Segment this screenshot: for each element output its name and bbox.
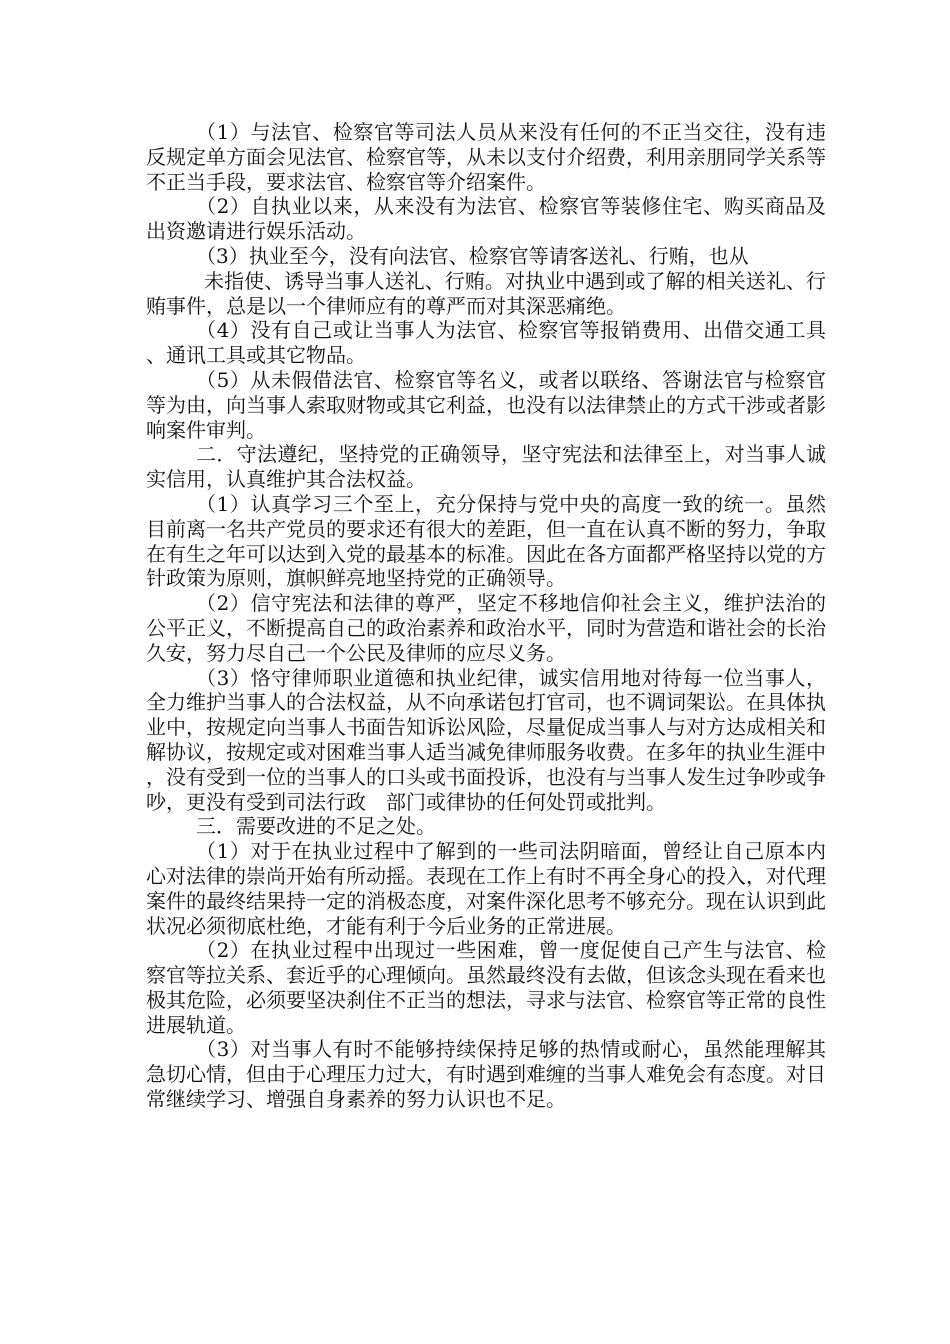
paragraph-3-2: （2）在执业过程中出现过一些困难，曾一度促使自己产生与法官、检察官等拉关系、套近乎的心理倾向。虽然最终没有去做，但该念头现在看来也极其危险，必须要坚决刹住不正当的想法，寻求与法官、检察官等正常的良性进展轨道。 bbox=[146, 938, 826, 1037]
paragraph-2-3: （3）恪守律师职业道德和执业纪律，诚实信用地对待每一位当事人，全力维护当事人的合法权益，从不向承诺包打官司，也不调词架讼。在具体执业中，按规定向当事人书面告知诉讼风险，尽量促成当事人与对方达成相关和解协议，按规定或对困难当事人适当减免律师服务收费。在多年的执业生涯中，没有受到一位的当事人的口头或书面投诉，也没有与当事人发生过争吵或争吵，更没有受到司法行政 部门或律协的任何处罚或批判。 bbox=[146, 665, 826, 814]
paragraph-2-2: （2）信守宪法和法律的尊严，坚定不移地信仰社会主义，维护法治的公平正义，不断提高自己的政治素养和政治水平，同时为营造和谐社会的长治久安，努力尽自己一个公民及律师的应尽义务。 bbox=[146, 591, 826, 665]
paragraph-1-2: （2）自执业以来，从来没有为法官、检察官等装修住宅、购买商品及出资邀请进行娱乐活动。 bbox=[146, 194, 826, 244]
section-2-heading: 二．守法遵纪，坚持党的正确领导，坚守宪法和法律至上，对当事人诚实信用，认真维护其合法权益。 bbox=[146, 442, 826, 492]
paragraph-1-1: （1）与法官、检察官等司法人员从来没有任何的不正当交往，没有违反规定单方面会见法官、检察官等，从未以支付介绍费，利用亲朋同学关系等不正当手段，要求法官、检察官等介绍案件。 bbox=[146, 120, 826, 194]
paragraph-1-5: （5）从未假借法官、检察官等名义，或者以联络、答谢法官与检察官等为由，向当事人索取财物或其它利益，也没有以法律禁止的方式干涉或者影响案件审判。 bbox=[146, 367, 826, 442]
paragraph-1-3-continued: 未指使、诱导当事人送礼、行贿。对执业中遇到或了解的相关送礼、行贿事件，总是以一个律师应有的尊严而对其深恶痛绝。 bbox=[146, 268, 826, 318]
paragraph-1-4: （4）没有自己或让当事人为法官、检察官等报销费用、出借交通工具、通讯工具或其它物品。 bbox=[146, 318, 826, 368]
document-body bbox=[146, 120, 826, 1112]
paragraph-3-3: （3）对当事人有时不能够持续保持足够的热情或耐心，虽然能理解其急切心情，但由于心理压力过大，有时遇到难缠的当事人难免会有态度。对日常继续学习、增强自身素养的努力认识也不足。 bbox=[146, 1037, 826, 1112]
paragraph-1-3: （3）执业至今，没有向法官、检察官等请客送礼、行贿，也从 bbox=[196, 243, 749, 268]
paragraph-3-1: （1）对于在执业过程中了解到的一些司法阴暗面，曾经让自己原本内心对法律的崇尚开始有所动摇。表现在工作上有时不再全身心的投入，对代理案件的最终结果持一定的消极态度，对案件深化思考不够充分。现在认识到此状况必须彻底杜绝，才能有利于今后业务的正常进展。 bbox=[146, 839, 826, 938]
section-3-heading: 三．需要改进的不足之处。 bbox=[196, 814, 436, 839]
paragraph-2-1: （1）认真学习三个至上，充分保持与党中央的高度一致的统一。虽然目前离一名共产党员的要求还有很大的差距，但一直在认真不断的努力，争取在有生之年可以达到入党的最基本的标准。因此在各方面都严格坚持以党的方针政策为原则，旗帜鲜亮地坚持党的正确领导。 bbox=[146, 491, 826, 591]
